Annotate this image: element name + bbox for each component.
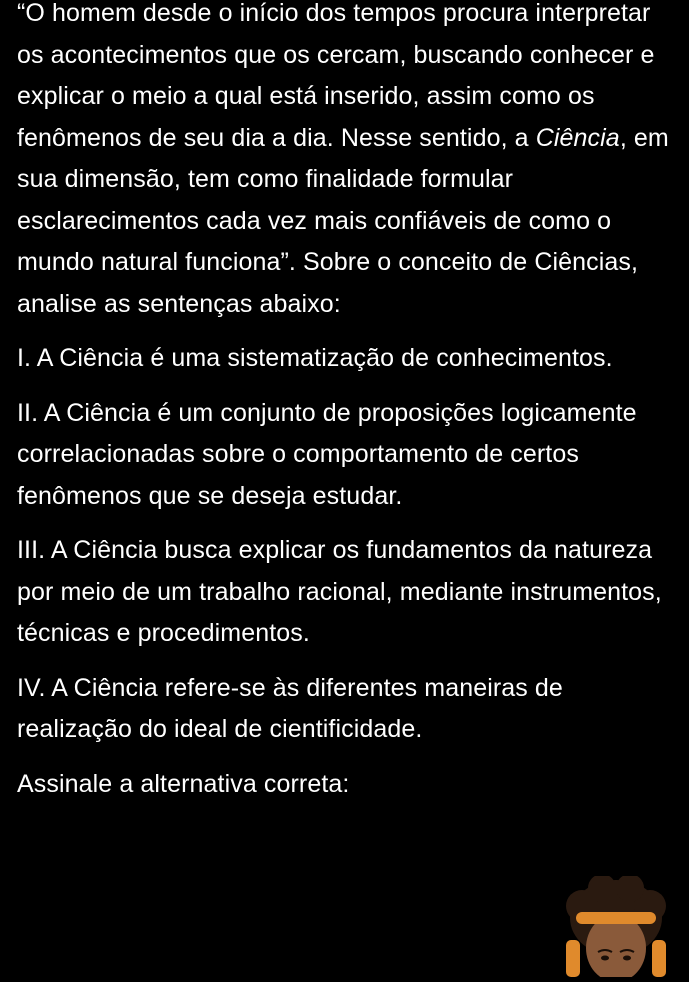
- intro-text-after: , em sua dimensão, tem como finalidade formular esclarecimentos cada vez mais confiáveis de como o mundo natural funciona”. Sobre o conceito de Ciências, analise as sentenças abaixo:: [17, 123, 669, 318]
- intro-text-before: “O homem desde o início dos tempos procura interpretar os acontecimentos que os cercam, buscando conhecer e explicar o meio a qual está inserido, assim como os fenômenos de seu dia a dia. Nesse sentido, a: [17, 0, 655, 152]
- avatar-with-headphones-icon: [562, 876, 670, 977]
- answer-prompt: Assinale a alternativa correta:: [17, 769, 350, 798]
- intro-italic-term: Ciência: [535, 123, 620, 152]
- statement-3: III. A Ciência busca explicar os fundamentos da natureza por meio de um trabalho racional, mediante instrumentos, técnicas e procedimentos.: [17, 536, 662, 647]
- statement-4: IV. A Ciência refere-se às diferentes maneiras de realização do ideal de cientificidade.: [17, 673, 563, 743]
- question-intro: [17, 0, 679, 325]
- statement-1: I. A Ciência é uma sistematização de conhecimentos.: [17, 344, 613, 372]
- question-text: [17, 0, 679, 805]
- avatar[interactable]: [562, 876, 670, 977]
- statement-2: II. A Ciência é um conjunto de proposições logicamente correlacionadas sobre o comportamento de certos fenômenos que se deseja estudar.: [17, 398, 637, 510]
